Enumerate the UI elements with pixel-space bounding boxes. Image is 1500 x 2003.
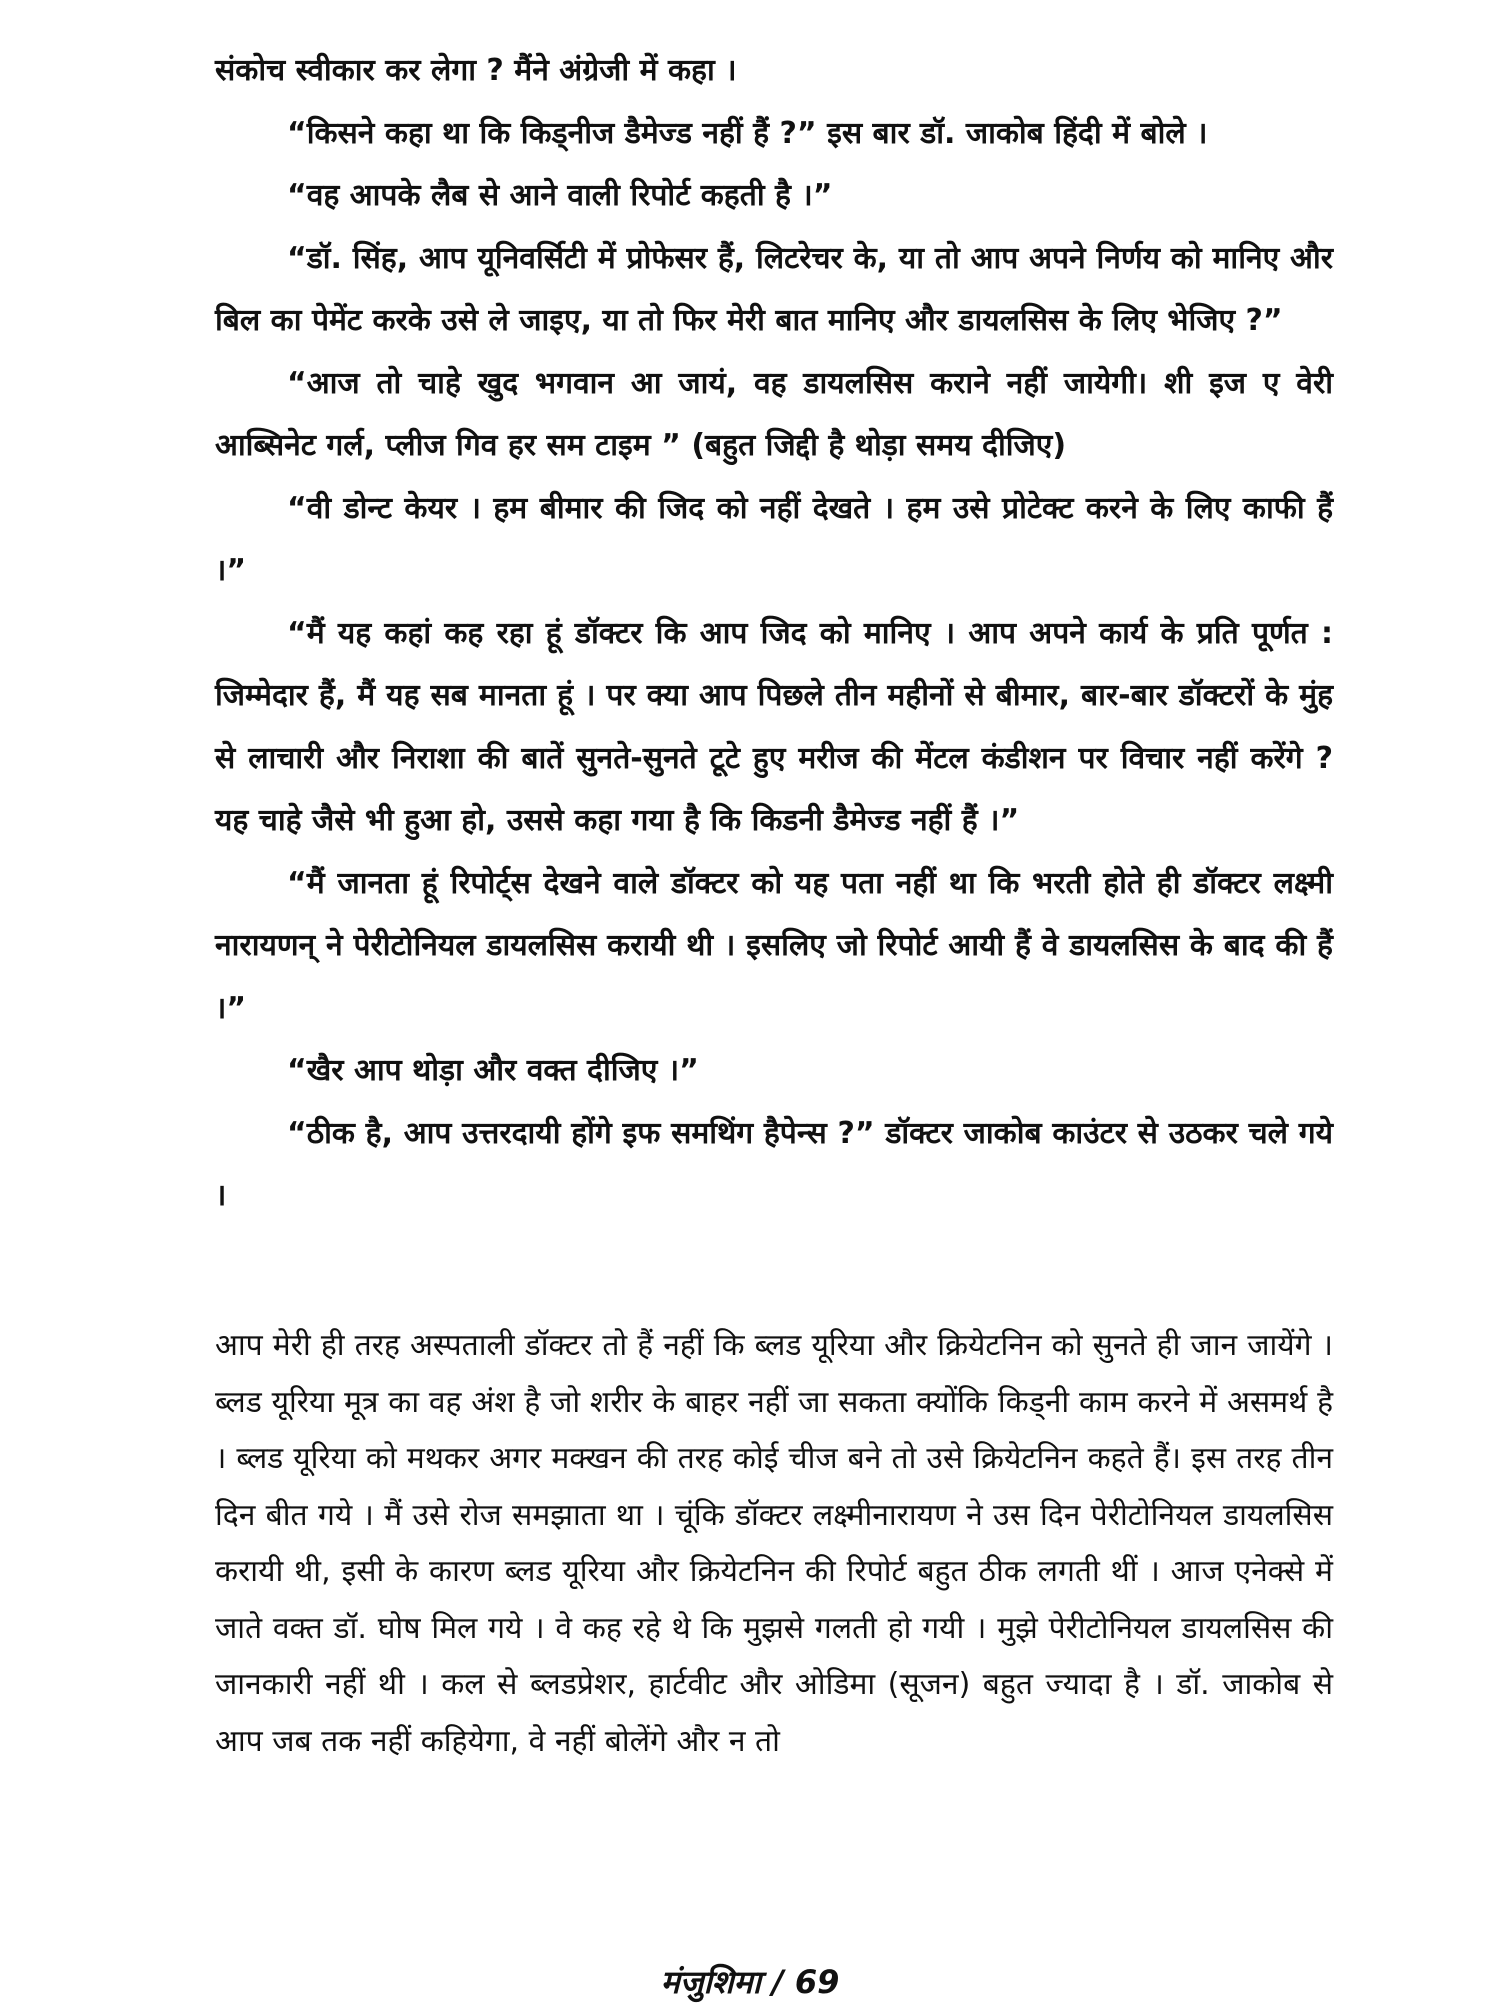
dialogue-section [215,40,1333,1228]
paragraph: “मैं जानता हूं रिपोर्ट्स देखने वाले डॉक्टर को यह पता नहीं था कि भरती होते ही डॉक्टर लक्ष्मी नारायणन् ने पेरीटोनियल डायलसिस करायी थी । इसलिए जो रिपोर्ट आयी हैं वे डायलसिस के बाद की हैं ।” [215,865,1333,1026]
paragraph: “वी डोन्ट केयर । हम बीमार की जिद को नहीं देखते । हम उसे प्रोटेक्ट करने के लिए काफी हैं ।” [215,490,1333,588]
paragraph: आप मेरी ही तरह अस्पताली डॉक्टर तो हैं नहीं कि ब्लड यूरिया और क्रियेटनिन को सुनते ही जान जायेंगे । ब्लड यूरिया मूत्र का वह अंश है जो शरीर के बाहर नहीं जा सकता क्योंकि किड्नी काम करने में असमर्थ है । ब्लड यूरिया को मथकर अगर मक्खन की तरह कोई चीज बने तो उसे क्रियेटनिन कहते हैं। इस तरह तीन दिन बीत गये । मैं उसे रोज समझाता था । चूंकि डॉक्टर लक्ष्मीनारायण ने उस दिन पेरीटोनियल डायलसिस करायी थी, इसी के कारण ब्लड यूरिया और क्रियेटनिन की रिपोर्ट बहुत ठीक लगती थीं । आज एनेक्से में जाते वक्त डॉ. घोष मिल गये । वे कह रहे थे कि मुझसे गलती हो गयी । मुझे पेरीटोनियल डायलसिस की जानकारी नहीं थी । कल से ब्लडप्रेशर, हार्टवीट और ओडिमा (सूजन) बहुत ज्यादा है । डॉ. जाकोब से आप जब तक नहीं कहियेगा, वे नहीं बोलेंगे और न तो [215,1328,1333,1759]
paragraph: “वह आपके लैब से आने वाली रिपोर्ट कहती है ।” [287,178,833,213]
narrative-section [215,1318,1333,1770]
paragraph: “डॉ. सिंह, आप यूनिवर्सिटी में प्रोफेसर हैं, लिटरेचर के, या तो आप अपने निर्णय को मानिए और बिल का पेमेंट करके उसे ले जाइए, या तो फिर मेरी बात मानिए और डायलसिस के लिए भेजिए ?” [215,240,1333,338]
paragraph: “ठीक है, आप उत्तरदायी होंगे इफ समथिंग हैपेन्स ?” डॉक्टर जाकोब काउंटर से उठकर चले गये । [215,1115,1333,1213]
paragraph: “किसने कहा था कि किड्नीज डैमेज्ड नहीं हैं ?” इस बार डॉ. जाकोब हिंदी में बोले । [287,115,1208,151]
paragraph: “मैं यह कहां कह रहा हूं डॉक्टर कि आप जिद को मानिए । आप अपने कार्य के प्रति पूर्णत : जिम्मेदार हैं, मैं यह सब मानता हूं । पर क्या आप पिछले तीन महीनों से बीमार, बार-बार डॉक्टरों के मुंह से लाचारी और निराशा की बातें सुनते-सुनते टूटे हुए मरीज की मेंटल कंडीशन पर विचार नहीं करेंगे ? यह चाहे जैसे भी हुआ हो, उससे कहा गया है कि किडनी डैमेज्ड नहीं हैं ।” [215,615,1333,838]
paragraph: “खैर आप थोड़ा और वक्त दीजिए ।” [287,1053,699,1088]
paragraph: “आज तो चाहे खुद भगवान आ जायं, वह डायलसिस कराने नहीं जायेगी। शी इज ए वेरी आब्सिनेट गर्ल, प्लीज गिव हर सम टाइम ” (बहुत जिद्दी है थोड़ा समय दीजिए) [215,365,1333,463]
page-footer: मंजुशिमा / 69 [660,1963,840,2001]
paragraph: संकोच स्वीकार कर लेगा ? मैंने अंग्रेजी में कहा । [215,53,737,88]
